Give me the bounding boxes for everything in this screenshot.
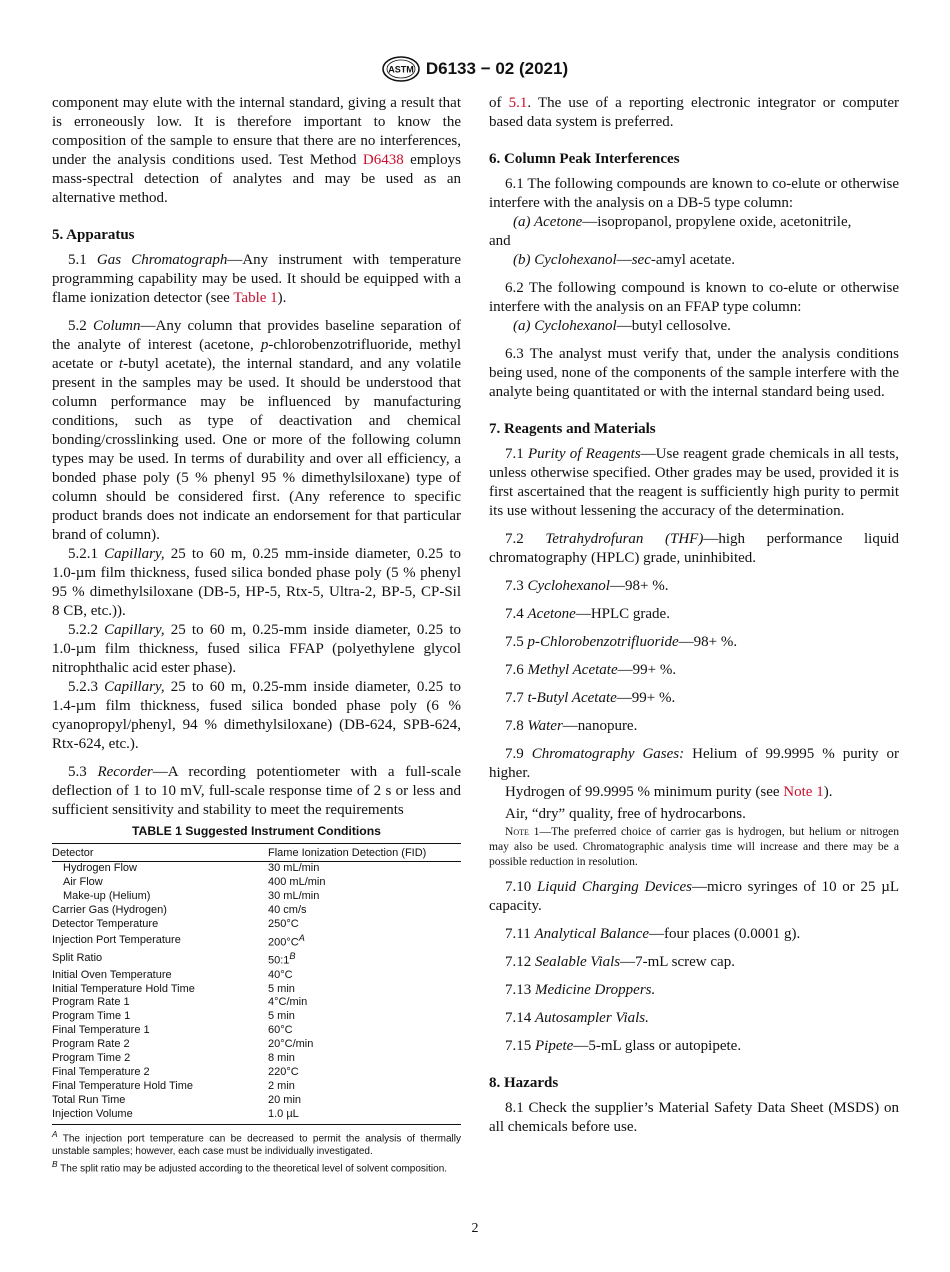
table-cell-parameter: Final Temperature Hold Time [52, 1079, 194, 1092]
table-cell-value: 40°C [268, 968, 293, 981]
left-column [52, 94, 461, 820]
para-8-1: 8.1 Check the supplier’s Material Safety Data Sheet (MSDS) on all chemicals before use. [489, 1100, 899, 1135]
link-note-1[interactable]: Note 1 [783, 784, 824, 800]
para-6-1-and: and [489, 233, 511, 249]
para-6-1-a: (a) Acetone—isopropanol, propylene oxide, acetonitrile, [513, 214, 852, 230]
table-cell-parameter: Injection Port Temperature [52, 933, 181, 946]
para-6-2-a: (a) Cyclohexanol—butyl cellosolve. [513, 318, 731, 334]
para-7-15: 7.15 Pipete—5-mL glass or autopipete. [505, 1038, 742, 1054]
table-cell-parameter: Program Time 2 [52, 1052, 131, 1065]
table-1 [52, 824, 461, 1175]
para-6-1: 6.1 The following compounds are known to co-elute or otherwise interfere with the analysis on a DB-5 type column: [489, 176, 899, 211]
page-number: 2 [471, 1221, 479, 1236]
table-row [52, 1080, 461, 1094]
table-row [52, 1108, 461, 1124]
para-7-2: 7.2 Tetrahydrofuran (THF)—high performance liquid chromatography (HPLC) grade, uninhibited. [489, 531, 899, 566]
para-7-12: 7.12 Sealable Vials—7-mL screw cap. [505, 954, 735, 970]
para-7-9-air: Air, “dry” quality, free of hydrocarbons. [505, 806, 746, 822]
table-row [52, 862, 461, 876]
table-cell-value: 1.0 µL [268, 1108, 461, 1124]
table-cell-parameter: Program Rate 1 [52, 996, 130, 1009]
para-6-1-b: (b) Cyclohexanol—sec-amyl acetate. [513, 252, 735, 268]
table-cell-parameter: Initial Temperature Hold Time [52, 982, 195, 995]
table-row [52, 1052, 461, 1066]
table-cell-parameter: Final Temperature 1 [52, 1024, 150, 1037]
table-row [52, 1094, 461, 1108]
table-cell-parameter: Air Flow [63, 875, 103, 888]
table-cell-parameter: Final Temperature 2 [52, 1066, 150, 1078]
para-7-4: 7.4 Acetone—HPLC grade. [505, 606, 670, 622]
section-8-heading: 8. Hazards [489, 1075, 559, 1091]
continued-paragraph: component may elute with the internal standard, giving a result that is erroneously low. It is therefore important to know the composition of the sample to ensure that there are no interferences, under the analysis conditions used. Test Method D6438 employs mass-spectral detection of analytes and may be used as an alternative method. [52, 95, 461, 206]
table-row [52, 876, 461, 890]
table-cell-value: 60°C [268, 1024, 293, 1037]
para-7-6: 7.6 Methyl Acetate—99+ %. [505, 662, 677, 678]
para-5-1: 5.1 Gas Chromatograph—Any instrument with temperature programming capability may be used. It should be equipped with a flame ionization detector (see Table 1). [52, 252, 462, 306]
note-1: Note 1—The preferred choice of carrier gas is hydrogen, but helium or nitrogen may also be used. Chromatographic analysis time will increase and there may be a possible reduction in resolution. [489, 825, 900, 868]
para-5-2-3: 5.2.3 Capillary, 25 to 60 m, 0.25-mm inside diameter, 0.25 to 1.4-µm film thickness, fused silica bonded phase poly (6 % cyanopropyl/phenyl, 94 % dimethylsiloxane) (DB-624, SPB-624, Rtx-624, etc.). [52, 679, 461, 752]
table-cell-parameter: Injection Volume [52, 1108, 268, 1124]
table-row [52, 890, 461, 904]
link-d6438[interactable]: D6438 [362, 152, 404, 168]
table-row [52, 983, 461, 997]
para-5-3: 5.3 Recorder—A recording potentiometer with a full-scale deflection of 1 to 10 mV, full-scale response time of 2 s or less and sufficient sensitivity and stability to meet the requirements [52, 764, 462, 818]
table-footnote-b: $^B$ The split ratio may be adjusted according to the theoretical level of solvent composition. [52, 1158, 448, 1175]
table-row [52, 969, 461, 983]
table-row [52, 1024, 461, 1038]
table-cell-value: 30 mL/min [268, 889, 320, 902]
right-column [489, 94, 899, 1137]
para-6-3: 6.3 The analyst must verify that, under the analysis conditions being used, none of the components of the sample interfere with the analyte being quantitated or with the internal standard being used. [489, 346, 899, 400]
table-cell-value: 5 min [268, 982, 295, 995]
section-5-heading: 5. Apparatus [52, 227, 135, 243]
para-5-2-1: 5.2.1 Capillary, 25 to 60 m, 0.25 mm-inside diameter, 0.25 to 1.0-µm film thickness, fused silica bonded phase poly (5 % phenyl 95 % dimethylsiloxane (DB-5, HP-5, Rtx-5, Ultra-2, BP-5, CP-Sil 8 CB, etc.)). [52, 546, 461, 619]
table-row [52, 1066, 461, 1080]
para-7-7: 7.7 t-Butyl Acetate—99+ %. [505, 690, 676, 706]
table-row [52, 918, 461, 932]
section-6-heading: 6. Column Peak Interferences [489, 151, 680, 167]
table-cell-value: 20°C/min [268, 1038, 314, 1051]
table-1-caption: TABLE 1 Suggested Instrument Conditions [132, 824, 381, 838]
table-cell-value: 4°C/min [268, 996, 308, 1009]
table-cell-value: $200^\circ C^A$ [268, 932, 305, 949]
para-7-3: 7.3 Cyclohexanol—98+ %. [505, 578, 669, 594]
table-cell-value: 400 mL/min [268, 875, 326, 888]
link-5-1[interactable]: 5.1 [508, 95, 528, 111]
table-header-row [52, 844, 461, 862]
table-row [52, 996, 461, 1010]
page-header [0, 56, 950, 82]
table-row [52, 932, 461, 951]
table-cell-value: 30 mL/min [268, 862, 320, 874]
table-cell-value: 20 min [268, 1093, 302, 1106]
para-7-9: 7.9 Chromatography Gases: Helium of 99.9995 % purity or higher. [489, 746, 899, 781]
table-cell-parameter: Detector Temperature [52, 917, 159, 930]
table-cell-value: 2 min [268, 1079, 295, 1092]
table-header-cell: Detector [52, 844, 268, 862]
para-7-9-hydrogen: Hydrogen of 99.9995 % minimum purity (see Note 1). [505, 784, 833, 800]
table-row [52, 904, 461, 918]
para-6-2: 6.2 The following compound is known to co-elute or otherwise interfere with the analysis on an FFAP type column: [489, 280, 899, 315]
table-cell-parameter: Hydrogen Flow [63, 862, 137, 874]
table-cell-value: 8 min [268, 1052, 295, 1065]
document-id: D6133 − 02 (2021) [425, 59, 569, 78]
table-cell-parameter: Program Time 1 [52, 1010, 131, 1023]
para-7-11: 7.11 Analytical Balance—four places (0.0001 g). [505, 926, 801, 942]
section-7-heading: 7. Reagents and Materials [489, 421, 656, 437]
table-cell-parameter: Program Rate 2 [52, 1038, 130, 1051]
para-5-2: 5.2 Column—Any column that provides baseline separation of the analyte of interest (acetone, p-chlorobenzotrifluoride, methyl acetate or t-butyl acetate), the internal standard, and any volatile present in the samples may be used. It should be understood that column performance may be influenced by manufacturing conditions, such as type of deactivation and chemical bonding/crosslinking used. One or more of the following column types may be used. In terms of durability and over all efficiency, a bonded phase poly (5 % phenyl 95 % dimethylsiloxane) type of column should be considered first. (Any reference to specific product brands does not indicate an endorsement for that particular brand of column). [52, 318, 462, 543]
para-7-10: 7.10 Liquid Charging Devices—micro syringes of 10 or 25 µL capacity. [489, 879, 900, 914]
svg-text:ASTM: ASTM [388, 64, 414, 75]
table-row [52, 950, 461, 969]
para-7-8: 7.8 Water—nanopure. [505, 718, 638, 734]
table-cell-parameter: Initial Oven Temperature [52, 968, 172, 981]
table-cell-parameter: Total Run Time [52, 1093, 126, 1106]
para-7-5: 7.5 p-Chlorobenzotrifluoride—98+ %. [505, 634, 738, 650]
instrument-conditions-table [52, 843, 461, 1125]
para-5-2-2: 5.2.2 Capillary, 25 to 60 m, 0.25-mm inside diameter, 0.25 to 1.0-µm film thickness, fused silica FFAP (polyethylene glycol nitrophthalic acid ester phase). [52, 622, 461, 676]
table-header-cell: Flame Ionization Detection (FID) [268, 844, 461, 862]
table-cell-parameter: Make-up (Helium) [63, 889, 151, 902]
table-row [52, 1038, 461, 1052]
table-cell-value: $50:1^B$ [268, 951, 296, 967]
table-cell-parameter: Carrier Gas (Hydrogen) [52, 903, 167, 916]
table-cell-value: 220°C [268, 1066, 299, 1078]
table-cell-parameter: Split Ratio [52, 952, 103, 965]
continued-paragraph-right: of 5.1. The use of a reporting electronic integrator or computer based data system is preferred. [489, 95, 899, 130]
link-table-1[interactable]: Table 1 [233, 290, 278, 306]
table-cell-value: 250°C [268, 917, 299, 930]
table-footnote-a: $^A$ The injection port temperature can be decreased to permit the analysis of thermally unstable samples; however, each case must be individually investigated. [52, 1128, 461, 1157]
para-7-1: 7.1 Purity of Reagents—Use reagent grade chemicals in all tests, unless otherwise specified. Other grades may be used, provided it is first ascertained that the reagent is sufficiently high purity to permit its use without lessening the accuracy of the determination. [489, 446, 900, 519]
table-row [52, 1010, 461, 1024]
para-7-14: 7.14 Autosampler Vials. [505, 1010, 649, 1026]
para-7-13: 7.13 Medicine Droppers. [505, 982, 656, 998]
table-cell-value: 40 cm/s [268, 903, 307, 916]
table-cell-value: 5 min [268, 1010, 295, 1023]
astm-logo-icon [382, 56, 420, 82]
